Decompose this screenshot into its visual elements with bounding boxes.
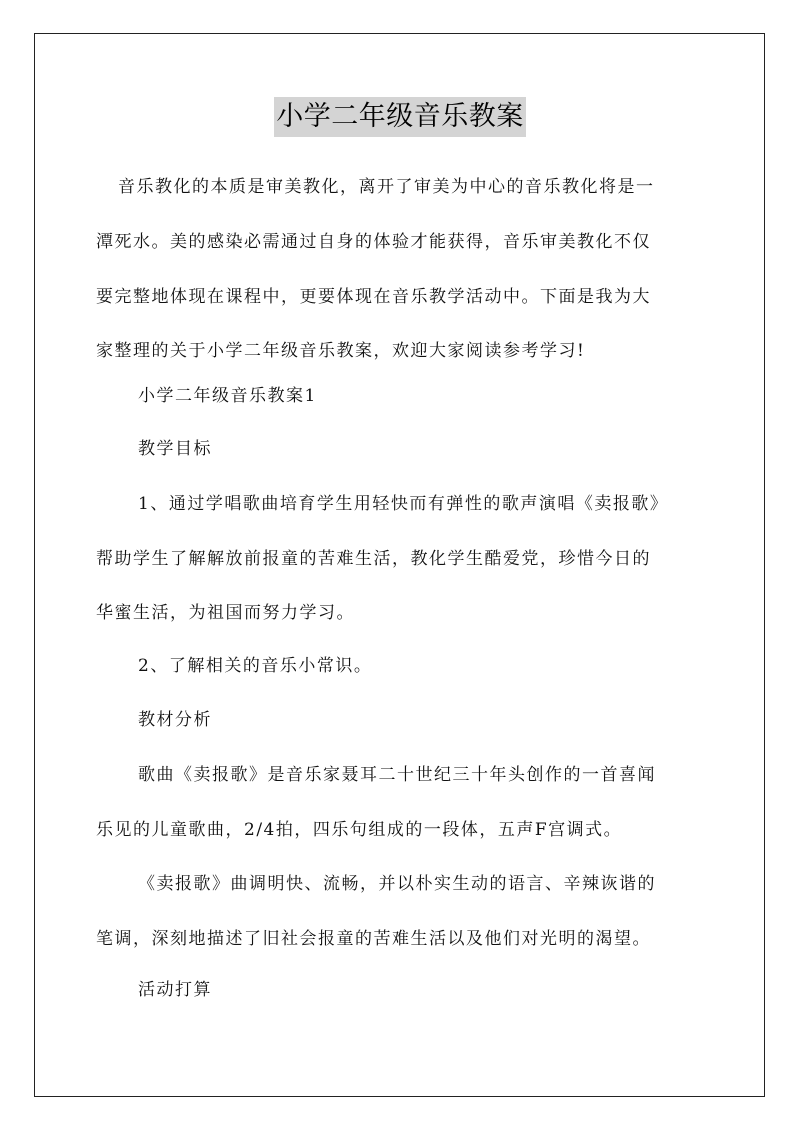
section-heading: 活动打算 — [138, 980, 212, 1000]
body-line: 要完整地体现在课程中，更要体现在音乐教学活动中。下面是我为大 — [96, 287, 651, 307]
section-heading: 教材分析 — [138, 710, 212, 730]
body-line: 笔调，深刻地描述了旧社会报童的苦难生活以及他们对光明的渴望。 — [96, 929, 651, 949]
body-line: 歌曲《卖报歌》是音乐家聂耳二十世纪三十年头创作的一首喜闻 — [138, 765, 656, 785]
body-line: 华蜜生活，为祖国而努力学习。 — [96, 603, 355, 623]
body-line: 音乐教化的本质是审美教化，离开了审美为中心的音乐教化将是一 — [118, 177, 655, 197]
body-line: 乐见的儿童歌曲，2/4拍，四乐句组成的一段体，五声F宫调式。 — [96, 820, 623, 840]
body-line: 2、了解相关的音乐小常识。 — [138, 656, 373, 676]
body-line: 家整理的关于小学二年级音乐教案，欢迎大家阅读参考学习! — [96, 341, 586, 361]
body-line: 1、通过学唱歌曲培育学生用轻快而有弹性的歌声演唱《卖报歌》 — [138, 494, 669, 514]
body-line: 《卖报歌》曲调明快、流畅，并以朴实生动的语言、辛辣诙谐的 — [138, 874, 656, 894]
title-container — [0, 97, 800, 137]
body-line: 潭死水。美的感染必需通过自身的体验才能获得，音乐审美教化不仅 — [96, 232, 651, 252]
document-title: 小学二年级音乐教案 — [274, 97, 526, 137]
section-heading: 小学二年级音乐教案1 — [138, 386, 317, 406]
body-line: 帮助学生了解解放前报童的苦难生活，教化学生酷爱党，珍惜今日的 — [96, 549, 651, 569]
section-heading: 教学目标 — [138, 439, 212, 459]
